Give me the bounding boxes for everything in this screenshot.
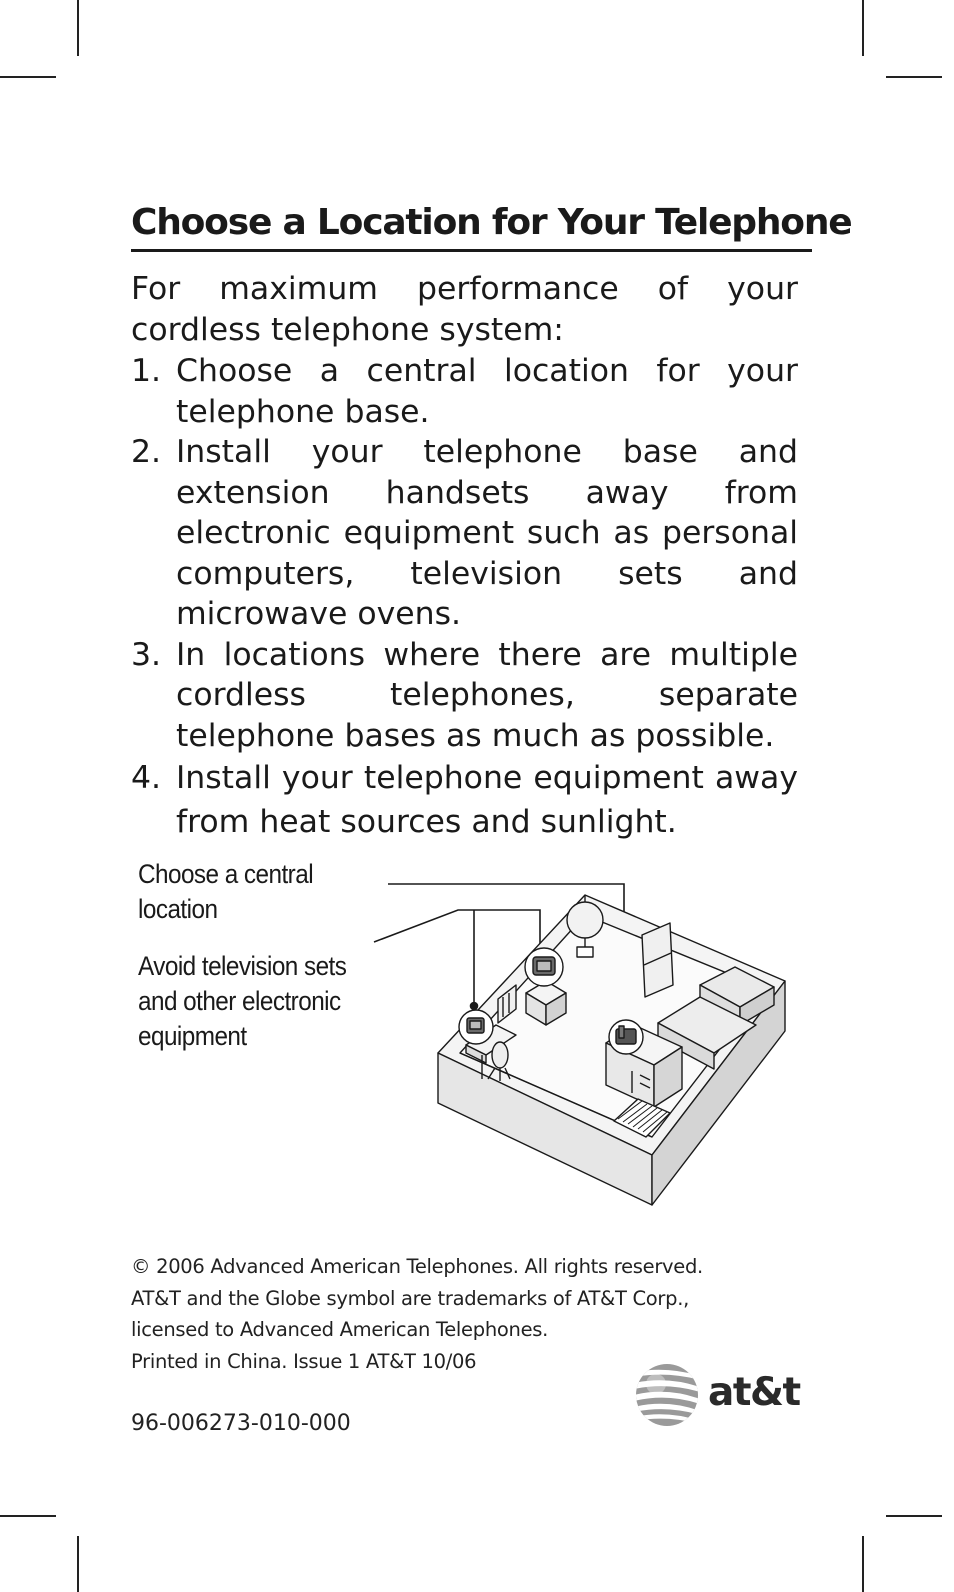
step-number: 2.: [131, 434, 162, 470]
intro-text: For maximum performance of your cordless telephone system:: [131, 271, 798, 348]
license-line: licensed to Advanced American Telephones.: [131, 1318, 549, 1341]
step-text: In locations where there are multiple cordless telephones, separate telephone bases as much as possible.: [176, 636, 798, 754]
room-illustration: [370, 875, 790, 1215]
step-text: Install your telephone equipment away from heat sources and sunlight.: [176, 760, 798, 840]
step-number: 3.: [131, 636, 162, 673]
callout-line: location: [138, 894, 218, 924]
step-number: 1.: [131, 353, 162, 389]
page-title: Choose a Location for Your Telephone: [131, 202, 852, 243]
callout-line: equipment: [138, 1021, 247, 1051]
callout-line: and other electronic: [138, 986, 341, 1016]
step-text: Choose a central location for your telephone base.: [176, 353, 798, 430]
part-number: 96-006273-010-000: [131, 1411, 351, 1436]
step-text: Install your telephone base and extension handsets away from electronic equipment such as personal computers, television sets and microwave ovens.: [176, 434, 798, 632]
print-info-line: Printed in China. Issue 1 AT&T 10/06: [131, 1349, 477, 1373]
logo-wordmark: at&t: [708, 1370, 800, 1415]
att-logo: [634, 1362, 800, 1430]
legal-footer: [131, 1251, 703, 1377]
globe-icon: [634, 1362, 700, 1428]
callout-line: Avoid television sets: [138, 951, 347, 981]
step-number: 4.: [131, 760, 162, 796]
trademark-line: AT&T and the Globe symbol are trademarks of AT&T Corp.,: [131, 1286, 690, 1310]
callout-line: Choose a central: [138, 859, 314, 889]
copyright-line: © 2006 Advanced American Telephones. All rights reserved.: [131, 1255, 703, 1278]
